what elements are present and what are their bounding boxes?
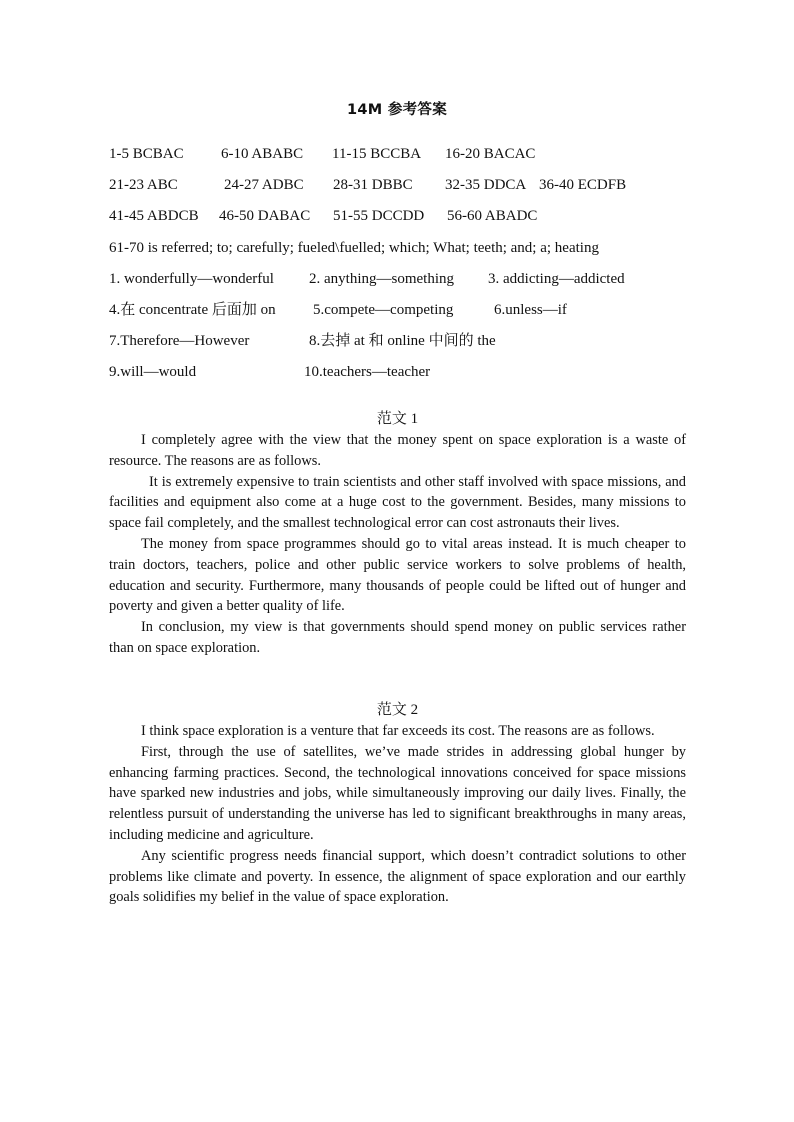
answer-key [109,144,709,394]
answer-item: 36-40 ECDFB [539,177,627,194]
essay-2 [109,700,686,908]
answer-row [109,300,709,331]
answer-item: 41-45 ABDCB [109,208,199,225]
essay-paragraph: In conclusion, my view is that governments should spend money on public services rather than on space exploration. [109,619,686,656]
page-title: 14M 参考答案 [346,102,448,118]
answer-item: 5.compete—competing [313,301,454,318]
essay-paragraph: I think space exploration is a venture that far exceeds its cost. The reasons are as follows. [141,723,655,739]
answer-item: 51-55 DCCDD [333,208,425,225]
answer-item: 11-15 BCCBA [332,146,422,162]
answer-item: 21-23 ABC [109,177,178,194]
answer-row [109,362,709,393]
answer-item: 1. wonderfully—wonderful [109,270,274,287]
answer-item: 28-31 DBBC [333,177,413,194]
answer-row [109,269,709,300]
answer-row [109,206,709,237]
essay-title: 范文 1 [376,411,419,427]
answer-row [109,331,709,362]
answer-item: 9.will—would [109,364,197,381]
answer-item: 16-20 BACAC [445,146,536,162]
answer-row [109,238,709,269]
answer-item: 46-50 DABAC [219,208,311,225]
answer-row [109,175,709,206]
essay-paragraph: First, through the use of satellites, we’ve made strides in addressing global hunger by enhancing farming practices. Second, the technological innovations conceived for space missions have sparked new industries and jobs, while simultaneously improving our daily lives. Finally, the relentless pursuit of understanding the universe has led to significant breakthroughs in many areas, including medicine and agriculture. [109,743,686,843]
answer-item: 10.teachers—teacher [304,364,431,381]
answer-item: 56-60 ABADC [447,208,538,225]
essay-paragraph: Any scientific progress needs financial support, which doesn’t contradict solutions to other problems like climate and poverty. In essence, the alignment of space exploration and our earthly goals solidifies my belief in the value of space exploration. [109,847,686,906]
essay-paragraph: I completely agree with the view that the money spent on space exploration is a waste of resource. The reasons are as follows. [109,432,686,469]
answer-item: 2. anything—something [309,270,454,287]
answer-item: 8.去掉 at 和 online 中间的 the [309,333,496,350]
answer-item: 32-35 DDCA [445,177,527,194]
essay-paragraph: It is extremely expensive to train scientists and other staff involved with space missions, and facilities and equipment also come at a huge cost to the government. Besides, many missions to space fail completely, and the smallest technological error can cost astronauts their lives. [109,473,686,532]
essay-title: 范文 2 [376,702,419,718]
answer-item: 7.Therefore—However [109,333,250,350]
answer-item: 6.unless—if [494,301,567,318]
answer-item: 6-10 ABABC [221,146,304,162]
answer-item: 61-70 is referred; to; carefully; fueled\fuelled; which; What; teeth; and; a; heating [109,239,599,256]
answer-item: 4.在 concentrate 后面加 on [109,301,276,318]
essay-1 [109,409,686,659]
answer-item: 3. addicting—addicted [488,270,625,287]
answer-row [109,144,709,175]
answer-item: 1-5 BCBAC [109,146,184,162]
answer-item: 24-27 ADBC [224,177,304,194]
essay-paragraph: The money from space programmes should go to vital areas instead. It is much cheaper to train doctors, teachers, police and other public service workers to solve problems of health, education and security. Furthermore, many thousands of people could be lifted out of hunger and poverty and given a better quality of life. [109,535,686,615]
